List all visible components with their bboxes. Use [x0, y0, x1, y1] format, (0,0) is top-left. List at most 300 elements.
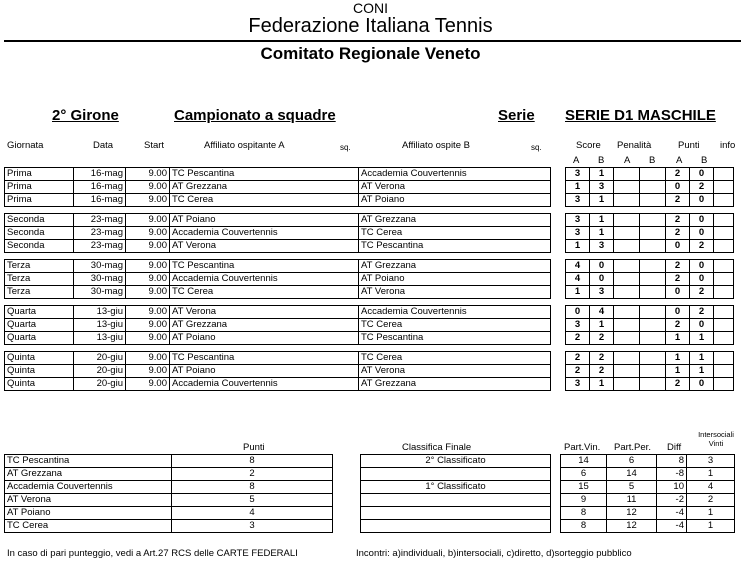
info-value: [714, 260, 734, 273]
penalita-b-value: [640, 227, 666, 240]
punti-a-value: 2: [666, 214, 690, 227]
match-start: 9.00: [126, 365, 170, 378]
col-away: Affiliato ospite B: [402, 140, 470, 151]
score-a-value: 3: [566, 378, 590, 391]
penalita-a-value: [614, 227, 640, 240]
penalita-a-value: [614, 273, 640, 286]
standings-part-vin: 9: [561, 494, 607, 507]
score-b-value: 0: [590, 273, 614, 286]
score-row: [566, 168, 734, 181]
score-a-value: 0: [566, 306, 590, 319]
standings-classifica-header: Classifica Finale: [402, 442, 472, 453]
info-value: [714, 319, 734, 332]
score-b-value: 1: [590, 378, 614, 391]
match-date: 20-giu: [74, 365, 126, 378]
col-data: Data: [93, 140, 114, 151]
match-date: 13-giu: [74, 319, 126, 332]
standings-intersociali: 4: [687, 481, 735, 494]
match-away-team: AT Grezzana: [359, 214, 551, 227]
standings-row: [5, 494, 333, 507]
standings-punti: 8: [172, 481, 333, 494]
penalita-a-value: [614, 286, 640, 299]
stats-row: [561, 481, 735, 494]
match-home-team: AT Poiano: [170, 214, 359, 227]
standings-intersociali: 2: [687, 494, 735, 507]
punti-b-value: 2: [690, 240, 714, 253]
match-home-team: AT Verona: [170, 240, 359, 253]
info-value: [714, 286, 734, 299]
match-home-team: Accademia Couvertennis: [170, 273, 359, 286]
match-row: [5, 319, 551, 332]
match-away-team: AT Verona: [359, 365, 551, 378]
punti-b-value: 2: [690, 286, 714, 299]
stats-row: [561, 455, 735, 468]
match-home-team: AT Poiano: [170, 365, 359, 378]
match-start: 9.00: [126, 306, 170, 319]
match-start: 9.00: [126, 227, 170, 240]
round-gap: [566, 299, 734, 306]
score-b: B: [598, 155, 605, 166]
punti-a-value: 2: [666, 194, 690, 207]
round-gap: [5, 253, 551, 260]
col-penalita: Penalità: [617, 140, 652, 151]
punti-a-value: 2: [666, 168, 690, 181]
score-a-value: 4: [566, 260, 590, 273]
standings-part-per: 11: [607, 494, 657, 507]
penalita-a-value: [614, 332, 640, 345]
match-home-team: AT Grezzana: [170, 319, 359, 332]
match-giornata: Seconda: [5, 214, 74, 227]
standings-team: TC Cerea: [5, 520, 172, 533]
score-row: [566, 260, 734, 273]
score-row: [566, 227, 734, 240]
match-giornata: Terza: [5, 273, 74, 286]
match-home-team: TC Pescantina: [170, 168, 359, 181]
penalita-a-value: [614, 306, 640, 319]
footer-note-right: Incontri: a)individuali, b)intersociali, c)diretto, d)sorteggio pubblico: [356, 548, 632, 559]
round-gap: [5, 345, 551, 352]
match-away-team: AT Verona: [359, 181, 551, 194]
penalita-b-value: [640, 240, 666, 253]
standings-part-per: 12: [607, 507, 657, 520]
round-gap: [566, 345, 734, 352]
info-value: [714, 273, 734, 286]
info-value: [714, 181, 734, 194]
standings-part-per: 14: [607, 468, 657, 481]
match-giornata: Quinta: [5, 378, 74, 391]
standings-row: [5, 455, 333, 468]
col-sq-away: sq.: [531, 143, 542, 152]
match-row: [5, 352, 551, 365]
score-row: [566, 365, 734, 378]
classifica-row: [361, 481, 551, 494]
standings-row: [5, 468, 333, 481]
match-home-team: TC Pescantina: [170, 352, 359, 365]
standings-classifica: [361, 507, 551, 520]
stats-row: [561, 494, 735, 507]
match-date: 20-giu: [74, 352, 126, 365]
match-date: 23-mag: [74, 214, 126, 227]
match-giornata: Prima: [5, 194, 74, 207]
penalita-b-value: [640, 168, 666, 181]
standings-part-vin: 14: [561, 455, 607, 468]
match-row: [5, 273, 551, 286]
round-gap: [566, 253, 734, 260]
punti-b-value: 1: [690, 365, 714, 378]
info-value: [714, 194, 734, 207]
match-row: [5, 194, 551, 207]
match-date: 13-giu: [74, 306, 126, 319]
standings-punti: 3: [172, 520, 333, 533]
punti-a-value: 0: [666, 286, 690, 299]
match-date: 16-mag: [74, 194, 126, 207]
standings-part-vin: 6: [561, 468, 607, 481]
penalita-b-value: [640, 332, 666, 345]
info-value: [714, 306, 734, 319]
penalita-b-value: [640, 378, 666, 391]
score-b-value: 1: [590, 168, 614, 181]
penalita-a-value: [614, 214, 640, 227]
match-date: 30-mag: [74, 286, 126, 299]
match-home-team: Accademia Couvertennis: [170, 227, 359, 240]
match-date: 30-mag: [74, 260, 126, 273]
penalita-a-value: [614, 319, 640, 332]
match-start: 9.00: [126, 319, 170, 332]
punti-a-value: 0: [666, 306, 690, 319]
classifica-row: [361, 494, 551, 507]
punti-b-value: 0: [690, 260, 714, 273]
score-b-value: 3: [590, 240, 614, 253]
header-divider: [4, 40, 741, 42]
score-row: [566, 286, 734, 299]
penalita-a-value: [614, 181, 640, 194]
score-a-value: 3: [566, 214, 590, 227]
match-start: 9.00: [126, 378, 170, 391]
punti-a-value: 0: [666, 181, 690, 194]
standings-partper-header: Part.Per.: [614, 442, 651, 453]
punti-b-value: 2: [690, 181, 714, 194]
col-score: Score: [576, 140, 601, 151]
match-date: 23-mag: [74, 240, 126, 253]
match-away-team: AT Poiano: [359, 194, 551, 207]
standings-diff: -2: [657, 494, 687, 507]
match-giornata: Quinta: [5, 365, 74, 378]
score-row: [566, 378, 734, 391]
standings-classifica: 2° Classificato: [361, 455, 551, 468]
match-start: 9.00: [126, 332, 170, 345]
standings-intersociali: 1: [687, 468, 735, 481]
standings-team: AT Verona: [5, 494, 172, 507]
col-home: Affiliato ospitante A: [204, 140, 285, 151]
match-row: [5, 168, 551, 181]
standings-diff-header: Diff: [667, 442, 682, 453]
score-b-value: 2: [590, 365, 614, 378]
punti-a-value: 2: [666, 227, 690, 240]
punti-b-value: 0: [690, 168, 714, 181]
stats-row: [561, 468, 735, 481]
info-value: [714, 378, 734, 391]
match-row: [5, 227, 551, 240]
standings-points-table: [4, 454, 333, 533]
classifica-row: [361, 455, 551, 468]
score-a-value: 3: [566, 194, 590, 207]
standings-intersociali: 1: [687, 520, 735, 533]
score-row: [566, 194, 734, 207]
penalita-b: B: [649, 155, 656, 166]
standings-diff: 10: [657, 481, 687, 494]
classifica-row: [361, 520, 551, 533]
penalita-a-value: [614, 352, 640, 365]
score-a-value: 1: [566, 181, 590, 194]
score-a-value: 3: [566, 168, 590, 181]
standings-punti: 8: [172, 455, 333, 468]
match-date: 30-mag: [74, 273, 126, 286]
match-home-team: AT Verona: [170, 306, 359, 319]
girone-title: 2° Girone: [52, 107, 119, 124]
punti-a-value: 1: [666, 365, 690, 378]
penalita-b-value: [640, 319, 666, 332]
punti-a-value: 2: [666, 260, 690, 273]
punti-b-value: 0: [690, 227, 714, 240]
col-info: info: [720, 140, 736, 151]
col-sq-home: sq.: [340, 143, 351, 152]
match-giornata: Seconda: [5, 227, 74, 240]
match-row: [5, 306, 551, 319]
round-gap: [5, 299, 551, 306]
match-giornata: Terza: [5, 286, 74, 299]
score-a-value: 2: [566, 332, 590, 345]
standings-punti: 2: [172, 468, 333, 481]
penalita-b-value: [640, 306, 666, 319]
punti-b-value: 0: [690, 214, 714, 227]
score-b-value: 1: [590, 194, 614, 207]
score-a-value: 1: [566, 240, 590, 253]
penalita-a-value: [614, 365, 640, 378]
col-giornata: Giornata: [7, 140, 44, 151]
match-start: 9.00: [126, 168, 170, 181]
standings-stats-table: [560, 454, 735, 533]
standings-part-vin: 15: [561, 481, 607, 494]
standings-classifica-table: [360, 454, 551, 533]
stats-row: [561, 520, 735, 533]
match-giornata: Seconda: [5, 240, 74, 253]
penalita-b-value: [640, 286, 666, 299]
punti-b-value: 0: [690, 194, 714, 207]
classifica-row: [361, 468, 551, 481]
penalita-b-value: [640, 365, 666, 378]
penalita-b-value: [640, 352, 666, 365]
match-away-team: TC Pescantina: [359, 332, 551, 345]
round-gap: [566, 207, 734, 214]
classifica-row: [361, 507, 551, 520]
penalita-b-value: [640, 260, 666, 273]
match-date: 23-mag: [74, 227, 126, 240]
match-table: [4, 167, 551, 391]
match-row: [5, 286, 551, 299]
match-away-team: AT Grezzana: [359, 378, 551, 391]
standings-diff: -4: [657, 520, 687, 533]
standings-diff: -4: [657, 507, 687, 520]
punti-a-value: 1: [666, 332, 690, 345]
match-home-team: AT Grezzana: [170, 181, 359, 194]
standings-row: [5, 481, 333, 494]
standings-classifica: 1° Classificato: [361, 481, 551, 494]
penalita-b-value: [640, 214, 666, 227]
standings-intersociali: 1: [687, 507, 735, 520]
standings-team: AT Grezzana: [5, 468, 172, 481]
match-row: [5, 365, 551, 378]
standings-part-vin: 8: [561, 507, 607, 520]
standings-team: AT Poiano: [5, 507, 172, 520]
match-start: 9.00: [126, 240, 170, 253]
penalita-a-value: [614, 168, 640, 181]
standings-part-per: 6: [607, 455, 657, 468]
score-a-value: 3: [566, 319, 590, 332]
match-home-team: AT Poiano: [170, 332, 359, 345]
match-date: 13-giu: [74, 332, 126, 345]
match-giornata: Terza: [5, 260, 74, 273]
col-punti: Punti: [678, 140, 700, 151]
standings-classifica: [361, 468, 551, 481]
score-row: [566, 214, 734, 227]
score-a-value: 4: [566, 273, 590, 286]
score-row: [566, 306, 734, 319]
score-b-value: 2: [590, 352, 614, 365]
info-value: [714, 240, 734, 253]
penalita-b-value: [640, 273, 666, 286]
score-b-value: 2: [590, 332, 614, 345]
standings-diff: 8: [657, 455, 687, 468]
info-value: [714, 352, 734, 365]
punti-b-value: 1: [690, 332, 714, 345]
match-start: 9.00: [126, 194, 170, 207]
score-row: [566, 240, 734, 253]
match-away-team: TC Cerea: [359, 319, 551, 332]
footer-note-left: In caso di pari punteggio, vedi a Art.27 RCS delle CARTE FEDERALI: [7, 548, 298, 559]
standings-partvin-header: Part.Vin.: [564, 442, 601, 453]
score-row: [566, 319, 734, 332]
penalita-b-value: [640, 181, 666, 194]
match-home-team: Accademia Couvertennis: [170, 378, 359, 391]
match-away-team: TC Pescantina: [359, 240, 551, 253]
match-date: 16-mag: [74, 181, 126, 194]
match-away-team: AT Verona: [359, 286, 551, 299]
match-start: 9.00: [126, 273, 170, 286]
penalita-a-value: [614, 260, 640, 273]
penalita-b-value: [640, 194, 666, 207]
standings-part-vin: 8: [561, 520, 607, 533]
standings-part-per: 5: [607, 481, 657, 494]
standings-classifica: [361, 494, 551, 507]
score-b-value: 3: [590, 181, 614, 194]
score-a-value: 2: [566, 352, 590, 365]
match-giornata: Quinta: [5, 352, 74, 365]
org-name: CONI: [353, 0, 388, 16]
score-row: [566, 273, 734, 286]
standings-intersociali: 3: [687, 455, 735, 468]
score-b-value: 1: [590, 319, 614, 332]
match-giornata: Quarta: [5, 306, 74, 319]
score-table: [565, 167, 734, 391]
punti-a-value: 2: [666, 319, 690, 332]
match-date: 20-giu: [74, 378, 126, 391]
match-row: [5, 240, 551, 253]
score-b-value: 0: [590, 260, 614, 273]
score-a-value: 1: [566, 286, 590, 299]
punti-a-value: 2: [666, 378, 690, 391]
standings-part-per: 12: [607, 520, 657, 533]
score-a-value: 3: [566, 227, 590, 240]
match-home-team: TC Cerea: [170, 286, 359, 299]
match-giornata: Quarta: [5, 319, 74, 332]
committee-name: Comitato Regionale Veneto: [260, 44, 481, 63]
match-start: 9.00: [126, 352, 170, 365]
punti-b-value: 0: [690, 378, 714, 391]
score-b-value: 1: [590, 214, 614, 227]
penalita-a-value: [614, 194, 640, 207]
info-value: [714, 332, 734, 345]
standings-punti-header: Punti: [243, 442, 265, 453]
match-home-team: TC Pescantina: [170, 260, 359, 273]
penalita-a-value: [614, 240, 640, 253]
punti-b-value: 0: [690, 273, 714, 286]
match-row: [5, 378, 551, 391]
punti-b-value: 2: [690, 306, 714, 319]
punti-a-value: 1: [666, 352, 690, 365]
col-start: Start: [144, 140, 165, 151]
match-home-team: TC Cerea: [170, 194, 359, 207]
punti-b: B: [701, 155, 708, 166]
match-away-team: Accademia Couvertennis: [359, 306, 551, 319]
score-a: A: [573, 155, 580, 166]
info-value: [714, 168, 734, 181]
score-a-value: 2: [566, 365, 590, 378]
match-away-team: TC Cerea: [359, 352, 551, 365]
score-row: [566, 332, 734, 345]
match-start: 9.00: [126, 260, 170, 273]
match-start: 9.00: [126, 214, 170, 227]
match-row: [5, 214, 551, 227]
federation-name: Federazione Italiana Tennis: [248, 15, 493, 37]
match-start: 9.00: [126, 286, 170, 299]
standings-punti: 5: [172, 494, 333, 507]
punti-b-value: 1: [690, 352, 714, 365]
round-gap: [5, 207, 551, 214]
match-away-team: AT Poiano: [359, 273, 551, 286]
standings-team: TC Pescantina: [5, 455, 172, 468]
match-start: 9.00: [126, 181, 170, 194]
punti-a-value: 2: [666, 273, 690, 286]
standings-punti: 4: [172, 507, 333, 520]
match-date: 16-mag: [74, 168, 126, 181]
penalita-a-value: [614, 378, 640, 391]
match-away-team: Accademia Couvertennis: [359, 168, 551, 181]
standings-row: [5, 507, 333, 520]
standings-row: [5, 520, 333, 533]
stats-row: [561, 507, 735, 520]
punti-a: A: [676, 155, 683, 166]
score-b-value: 4: [590, 306, 614, 319]
match-giornata: Prima: [5, 168, 74, 181]
standings-diff: -8: [657, 468, 687, 481]
score-row: [566, 352, 734, 365]
match-row: [5, 181, 551, 194]
punti-b-value: 0: [690, 319, 714, 332]
match-row: [5, 260, 551, 273]
championship-title: Campionato a squadre: [174, 107, 336, 124]
standings-team: Accademia Couvertennis: [5, 481, 172, 494]
serie-value: SERIE D1 MASCHILE: [565, 107, 716, 124]
